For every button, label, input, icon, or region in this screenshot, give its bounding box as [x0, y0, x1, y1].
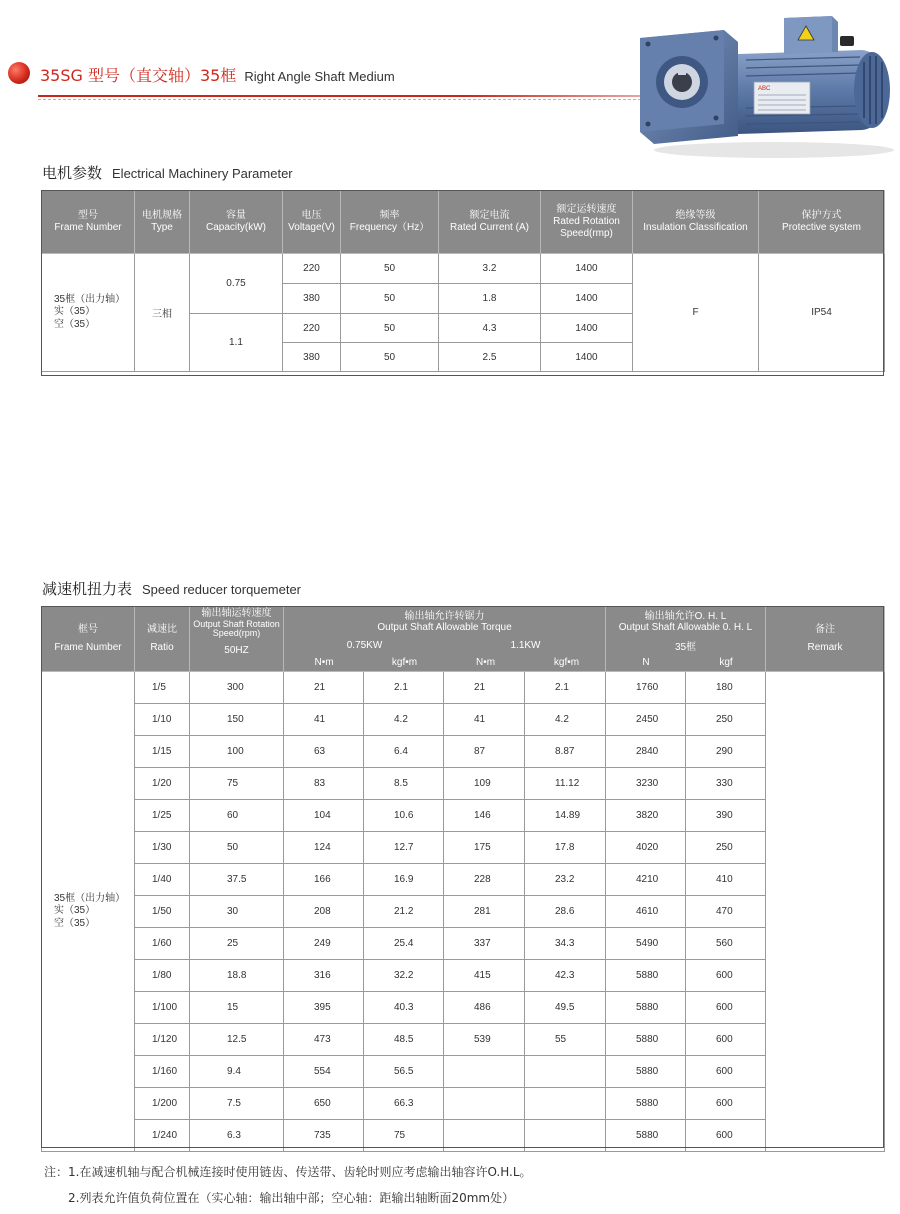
- n-cell: 4610: [606, 896, 686, 928]
- header-rule: [38, 95, 648, 97]
- nm1-cell: 124: [284, 832, 364, 864]
- electrical-header-row: [42, 191, 885, 254]
- ratio-cell: 1/160: [135, 1056, 190, 1088]
- table-row: [42, 672, 885, 704]
- table-row: [42, 832, 885, 864]
- nm1-cell: 63: [284, 736, 364, 768]
- kgfm2-cell: [525, 1120, 606, 1152]
- frequency-cell: 50: [341, 343, 439, 372]
- n-cell: 2840: [606, 736, 686, 768]
- n-cell: 5880: [606, 960, 686, 992]
- nm1-cell: 650: [284, 1088, 364, 1120]
- kgfm1-cell: 12.7: [364, 832, 444, 864]
- table-row: [42, 768, 885, 800]
- page-header: [8, 58, 648, 90]
- table-row: [42, 254, 885, 284]
- speed-cell: 1400: [541, 343, 633, 372]
- header-rule-dotted: [38, 99, 648, 100]
- speed-cell: 50: [190, 832, 284, 864]
- ratio-cell: 1/100: [135, 992, 190, 1024]
- nm2-cell: [444, 1056, 525, 1088]
- nm1-cell: 104: [284, 800, 364, 832]
- col-rated-current: 额定电流 Rated Current (A): [439, 191, 541, 254]
- kgf-cell: 290: [686, 736, 766, 768]
- col-remark: 备注 Remark: [766, 607, 885, 672]
- nm1-cell: 83: [284, 768, 364, 800]
- kgfm1-cell: 2.1: [364, 672, 444, 704]
- nm2-cell: 486: [444, 992, 525, 1024]
- kgfm2-cell: 49.5: [525, 992, 606, 1024]
- electrical-section-heading: [42, 162, 293, 183]
- kgf-cell: 390: [686, 800, 766, 832]
- nm2-cell: 109: [444, 768, 525, 800]
- insulation-cell: F: [633, 254, 759, 372]
- nm2-cell: 415: [444, 960, 525, 992]
- speed-cell: 18.8: [190, 960, 284, 992]
- capacity-cell: 0.75: [190, 254, 283, 314]
- kgf-cell: 600: [686, 1056, 766, 1088]
- kgf-cell: 560: [686, 928, 766, 960]
- frequency-cell: 50: [341, 284, 439, 314]
- frame-cell: 35框（出力轴） 实（35） 空（35）: [42, 254, 135, 372]
- nm2-cell: 228: [444, 864, 525, 896]
- electrical-heading-en: Electrical Machinery Parameter: [112, 166, 293, 181]
- nm1-cell: 395: [284, 992, 364, 1024]
- kgf-cell: 250: [686, 704, 766, 736]
- speed-cell: 75: [190, 768, 284, 800]
- n-cell: 5490: [606, 928, 686, 960]
- table-row: [42, 896, 885, 928]
- kgfm2-cell: 17.8: [525, 832, 606, 864]
- speed-cell: 150: [190, 704, 284, 736]
- frequency-cell: 50: [341, 314, 439, 343]
- nm1-cell: 41: [284, 704, 364, 736]
- col-frame-number: 框号 Frame Number: [42, 607, 135, 672]
- ratio-cell: 1/10: [135, 704, 190, 736]
- col-output-speed: 输出轴运转速度 Output Shaft Rotation Speed(rpm) 50HZ: [190, 607, 284, 672]
- col-rated-speed: 额定运转速度 Rated Rotation Speed(rmp): [541, 191, 633, 254]
- frequency-cell: 50: [341, 254, 439, 284]
- gear-motor-image: [634, 10, 896, 160]
- torque-header-row: [42, 607, 885, 672]
- table-row: [42, 736, 885, 768]
- table-row: [42, 1056, 885, 1088]
- kgf-cell: 330: [686, 768, 766, 800]
- table-row: [42, 1120, 885, 1152]
- kgfm1-cell: 21.2: [364, 896, 444, 928]
- ratio-cell: 1/20: [135, 768, 190, 800]
- table-row: [42, 800, 885, 832]
- kgf-cell: 600: [686, 1120, 766, 1152]
- speed-cell: 37.5: [190, 864, 284, 896]
- nm2-cell: 41: [444, 704, 525, 736]
- electrical-heading-zh: 电机参数: [42, 164, 103, 182]
- kgfm2-cell: 8.87: [525, 736, 606, 768]
- bullet-icon: [8, 62, 30, 84]
- kgfm1-cell: 8.5: [364, 768, 444, 800]
- kgfm2-cell: [525, 1056, 606, 1088]
- col-ratio: 减速比 Ratio: [135, 607, 190, 672]
- col-protection: 保护方式 Protective system: [759, 191, 885, 254]
- kgfm2-cell: 55: [525, 1024, 606, 1056]
- kgfm1-cell: 6.4: [364, 736, 444, 768]
- nm1-cell: 316: [284, 960, 364, 992]
- voltage-cell: 380: [283, 343, 341, 372]
- type-cell: 三相: [135, 254, 190, 372]
- col-allowable-ohl: 输出轴允许O. H. L Output Shaft Allowable 0. H. L 35框 N kgf: [606, 607, 766, 672]
- nm2-cell: 337: [444, 928, 525, 960]
- n-cell: 2450: [606, 704, 686, 736]
- nm1-cell: 554: [284, 1056, 364, 1088]
- kgfm1-cell: 25.4: [364, 928, 444, 960]
- kgfm1-cell: 75: [364, 1120, 444, 1152]
- kgfm1-cell: 16.9: [364, 864, 444, 896]
- note-2: 2.列表允许值负荷位置在（实心轴：输出轴中部；空心轴：距输出轴断面20mm处）: [68, 1191, 515, 1205]
- speed-cell: 100: [190, 736, 284, 768]
- speed-cell: 7.5: [190, 1088, 284, 1120]
- torque-heading-zh: 减速机扭力表: [42, 580, 133, 598]
- page-title-zh: 35SG 型号（直交轴）35框: [40, 66, 237, 85]
- n-cell: 1760: [606, 672, 686, 704]
- nm2-cell: 281: [444, 896, 525, 928]
- speed-cell: 15: [190, 992, 284, 1024]
- kgfm1-cell: 66.3: [364, 1088, 444, 1120]
- voltage-cell: 220: [283, 314, 341, 343]
- nm1-cell: 249: [284, 928, 364, 960]
- speed-cell: 30: [190, 896, 284, 928]
- table-row: [42, 864, 885, 896]
- nm2-cell: 87: [444, 736, 525, 768]
- page-title: [40, 63, 395, 86]
- current-cell: 3.2: [439, 254, 541, 284]
- speed-cell: 60: [190, 800, 284, 832]
- kgf-cell: 600: [686, 960, 766, 992]
- kgf-cell: 600: [686, 992, 766, 1024]
- table-row: [42, 1088, 885, 1120]
- col-capacity: 容量 Capacity(kW): [190, 191, 283, 254]
- speed-cell: 1400: [541, 254, 633, 284]
- n-cell: 5880: [606, 1056, 686, 1088]
- kgfm1-cell: 10.6: [364, 800, 444, 832]
- kgfm1-cell: 4.2: [364, 704, 444, 736]
- ratio-cell: 1/80: [135, 960, 190, 992]
- n-cell: 5880: [606, 1088, 686, 1120]
- kgf-cell: 600: [686, 1024, 766, 1056]
- table-row: [42, 992, 885, 1024]
- motor-brand-label: ABC: [758, 86, 771, 92]
- col-insulation: 绝缘等级 Insulation Classification: [633, 191, 759, 254]
- kgfm1-cell: 48.5: [364, 1024, 444, 1056]
- col-frequency: 频率 Frequency（Hz）: [341, 191, 439, 254]
- kgfm2-cell: 4.2: [525, 704, 606, 736]
- nm2-cell: [444, 1088, 525, 1120]
- nm2-cell: 146: [444, 800, 525, 832]
- ratio-cell: 1/5: [135, 672, 190, 704]
- frame-cell: 35框（出力轴） 实（35） 空（35）: [42, 672, 135, 1152]
- table-row: [42, 1024, 885, 1056]
- kgf-cell: 470: [686, 896, 766, 928]
- nm1-cell: 166: [284, 864, 364, 896]
- speed-cell: 12.5: [190, 1024, 284, 1056]
- ratio-cell: 1/120: [135, 1024, 190, 1056]
- nm1-cell: 473: [284, 1024, 364, 1056]
- speed-cell: 25: [190, 928, 284, 960]
- speed-cell: 300: [190, 672, 284, 704]
- kgf-cell: 410: [686, 864, 766, 896]
- n-cell: 3820: [606, 800, 686, 832]
- n-cell: 5880: [606, 1120, 686, 1152]
- current-cell: 2.5: [439, 343, 541, 372]
- nm2-cell: [444, 1120, 525, 1152]
- col-allowable-torque: 输出轴允许转锯力 Output Shaft Allowable Torque 0.75KW 1.1KW N•m kgf•m N•m kgf•m: [284, 607, 606, 672]
- col-type: 电机规格 Type: [135, 191, 190, 254]
- n-cell: 5880: [606, 1024, 686, 1056]
- speed-cell: 1400: [541, 314, 633, 343]
- kgfm1-cell: 56.5: [364, 1056, 444, 1088]
- kgfm2-cell: 28.6: [525, 896, 606, 928]
- remark-cell: [766, 672, 885, 1152]
- ratio-cell: 1/240: [135, 1120, 190, 1152]
- col-voltage: 电压 Voltage(V): [283, 191, 341, 254]
- page-title-en: Right Angle Shaft Medium: [244, 69, 395, 84]
- torque-table: [41, 606, 885, 1152]
- kgfm1-cell: 40.3: [364, 992, 444, 1024]
- kgfm2-cell: 34.3: [525, 928, 606, 960]
- protection-cell: IP54: [759, 254, 885, 372]
- kgfm2-cell: 2.1: [525, 672, 606, 704]
- kgf-cell: 180: [686, 672, 766, 704]
- n-cell: 4020: [606, 832, 686, 864]
- table-row: [42, 960, 885, 992]
- kgfm2-cell: 14.89: [525, 800, 606, 832]
- current-cell: 4.3: [439, 314, 541, 343]
- ratio-cell: 1/15: [135, 736, 190, 768]
- table-row: [42, 928, 885, 960]
- ratio-cell: 1/25: [135, 800, 190, 832]
- nm1-cell: 208: [284, 896, 364, 928]
- ratio-cell: 1/30: [135, 832, 190, 864]
- nm1-cell: 735: [284, 1120, 364, 1152]
- ratio-cell: 1/60: [135, 928, 190, 960]
- torque-section-heading: [42, 578, 301, 599]
- ratio-cell: 1/50: [135, 896, 190, 928]
- torque-heading-en: Speed reducer torquemeter: [142, 582, 301, 597]
- table-row: [42, 704, 885, 736]
- kgf-cell: 250: [686, 832, 766, 864]
- speed-cell: 1400: [541, 284, 633, 314]
- voltage-cell: 220: [283, 254, 341, 284]
- n-cell: 4210: [606, 864, 686, 896]
- speed-cell: 6.3: [190, 1120, 284, 1152]
- electrical-table: [41, 190, 885, 372]
- kgfm2-cell: [525, 1088, 606, 1120]
- col-frame-number: 型号 Frame Number: [42, 191, 135, 254]
- kgfm1-cell: 32.2: [364, 960, 444, 992]
- current-cell: 1.8: [439, 284, 541, 314]
- kgfm2-cell: 11.12: [525, 768, 606, 800]
- n-cell: 3230: [606, 768, 686, 800]
- speed-cell: 9.4: [190, 1056, 284, 1088]
- kgfm2-cell: 23.2: [525, 864, 606, 896]
- nm2-cell: 21: [444, 672, 525, 704]
- kgfm2-cell: 42.3: [525, 960, 606, 992]
- n-cell: 5880: [606, 992, 686, 1024]
- note-1: 注：1.在减速机轴与配合机械连接时使用链齿、传送带、齿轮时则应考虑输出轴容许O.H.L。: [44, 1165, 532, 1179]
- ratio-cell: 1/40: [135, 864, 190, 896]
- torque-body: [42, 672, 885, 1152]
- nm2-cell: 539: [444, 1024, 525, 1056]
- nm2-cell: 175: [444, 832, 525, 864]
- kgf-cell: 600: [686, 1088, 766, 1120]
- capacity-cell: 1.1: [190, 314, 283, 372]
- nm1-cell: 21: [284, 672, 364, 704]
- ratio-cell: 1/200: [135, 1088, 190, 1120]
- voltage-cell: 380: [283, 284, 341, 314]
